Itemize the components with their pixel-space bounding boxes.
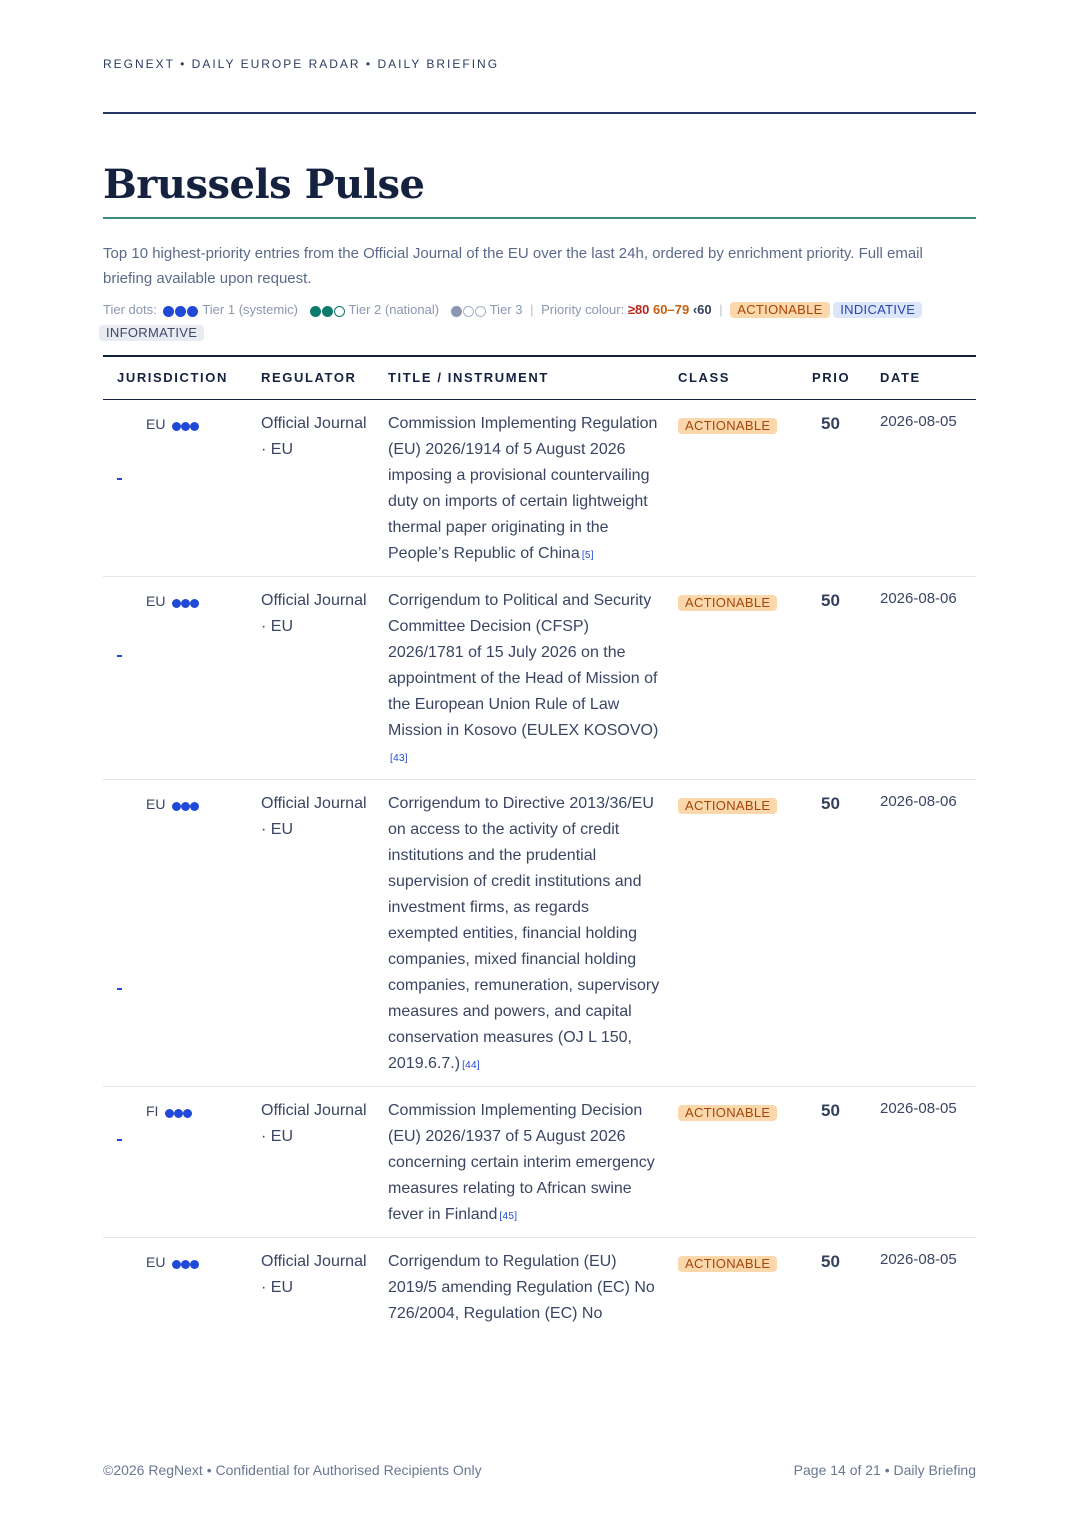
jurisdiction-cell: EU [146, 1249, 202, 1276]
class-badge: ACTIONABLE [678, 413, 777, 439]
header-kicker: REGNEXT • DAILY EUROPE RADAR • DAILY BRIEFING [103, 57, 500, 71]
legend-tier3: Tier 3 [489, 302, 523, 317]
legend-priority-low: ‹60 [692, 302, 712, 317]
table-row[interactable] [103, 577, 976, 780]
priority-value: 50 [821, 591, 840, 610]
tier1-dots-icon [172, 1250, 199, 1276]
legend [103, 299, 976, 344]
title-divider [103, 217, 976, 219]
title-cell[interactable]: Corrigendum to Directive 2013/36/EU on access to the activity of credit institutions and the prudential supervision of credit institutions and investment firms, as regards exempted entities, financial holding companies, mixed financial holding companies, remuneration, supervisory measures and powers, and capital conservation measures (OJ L 150, 2019.6.7.) [44] [388, 795, 660, 1072]
tier1-dots-icon [165, 1099, 192, 1125]
title-cell[interactable]: Commission Implementing Decision (EU) 2026/1937 of 5 August 2026 concerning certain interim emergency measures relating to African swine fever in Finland [45] [388, 1102, 655, 1223]
row-marker [117, 478, 122, 480]
legend-class-actionable: ACTIONABLE [730, 302, 829, 318]
regulator-cell: Official Journal · EU [261, 1102, 367, 1145]
tier1-dots-icon [172, 589, 199, 615]
table-row[interactable] [103, 400, 976, 577]
legend-priority-high: ≥80 [627, 302, 650, 317]
priority-value: 50 [821, 1252, 840, 1271]
briefing-table [103, 355, 976, 1336]
table-row[interactable] [103, 1087, 976, 1238]
legend-tier1: Tier 1 (systemic) [202, 302, 298, 317]
legend-tier-label: Tier dots: [103, 302, 157, 317]
column-header-date: DATE [880, 370, 921, 385]
column-header-class: CLASS [678, 370, 731, 385]
date-cell: 2026-08-05 [880, 1100, 957, 1117]
legend-separator: | [530, 302, 534, 317]
title-cell[interactable]: Commission Implementing Regulation (EU) 2026/1914 of 5 August 2026 imposing a provisional countervailing duty on imports of certain lightweight thermal paper originating in the People’s Republic of China [5] [388, 415, 658, 562]
date-cell: 2026-08-06 [880, 590, 957, 607]
regulator-cell: Official Journal · EU [261, 795, 367, 838]
priority-value: 50 [821, 794, 840, 813]
header-divider [103, 112, 976, 114]
column-header-jurisdiction: JURISDICTION [117, 370, 228, 385]
legend-separator: | [719, 302, 723, 317]
date-cell: 2026-08-05 [880, 413, 957, 430]
legend-class-informative: INFORMATIVE [99, 325, 204, 341]
column-header-title: TITLE / INSTRUMENT [388, 370, 549, 385]
tier1-dots-icon [172, 412, 199, 438]
legend-priority-label: Priority colour: [541, 302, 625, 317]
page-title: Brussels Pulse [103, 161, 425, 208]
regulator-cell: Official Journal · EU [261, 415, 367, 458]
reference-link[interactable]: [43] [390, 753, 408, 764]
reference-link[interactable]: [44] [462, 1060, 480, 1071]
legend-tier2: Tier 2 (national) [348, 302, 440, 317]
class-badge: ACTIONABLE [678, 590, 777, 616]
regulator-cell: Official Journal · EU [261, 592, 367, 635]
footer-copyright: ©2026 RegNext • Confidential for Authorised Recipients Only [103, 1462, 482, 1478]
row-marker [117, 655, 122, 657]
footer-page-number: Page 14 of 21 • Daily Briefing [793, 1462, 976, 1478]
class-badge: ACTIONABLE [678, 1251, 777, 1277]
table-row[interactable] [103, 1238, 976, 1336]
title-cell[interactable]: Corrigendum to Regulation (EU) 2019/5 amending Regulation (EC) No 726/2004, Regulation (EC) No [388, 1253, 655, 1322]
priority-value: 50 [821, 414, 840, 433]
row-marker [117, 1139, 122, 1141]
legend-class-indicative: INDICATIVE [833, 302, 922, 318]
class-badge: ACTIONABLE [678, 1100, 777, 1126]
tier2-dots-icon [310, 300, 346, 322]
column-header-prio: PRIO [812, 370, 851, 385]
reference-link[interactable]: [45] [499, 1211, 518, 1222]
jurisdiction-cell: EU [146, 791, 202, 818]
row-marker [117, 988, 122, 990]
class-badge: ACTIONABLE [678, 793, 777, 819]
column-header-regulator: REGULATOR [261, 370, 357, 385]
tier3-dots-icon [451, 300, 487, 322]
priority-value: 50 [821, 1101, 840, 1120]
table-header [103, 355, 976, 400]
tier1-dots-icon [163, 300, 199, 322]
tier1-dots-icon [172, 792, 199, 818]
regulator-cell: Official Journal · EU [261, 1253, 367, 1296]
title-cell[interactable]: Corrigendum to Political and Security Committee Decision (CFSP) 2026/1781 of 15 July 2026 on the appointment of the Head of Mission of the European Union Rule of Law Mission in Kosovo (EULEX KOSOVO)[43] [388, 592, 659, 764]
table-row[interactable] [103, 780, 976, 1087]
jurisdiction-cell: EU [146, 411, 202, 438]
legend-priority-mid: 60–79 [653, 302, 690, 317]
jurisdiction-cell: FI [146, 1098, 195, 1125]
intro-text: Top 10 highest-priority entries from the Official Journal of the EU over the last 24h, ordered by enrichment priority. Full email briefing available upon request. [103, 245, 923, 287]
reference-link[interactable]: [5] [581, 550, 594, 561]
date-cell: 2026-08-05 [880, 1251, 957, 1268]
date-cell: 2026-08-06 [880, 793, 957, 810]
jurisdiction-cell: EU [146, 588, 202, 615]
